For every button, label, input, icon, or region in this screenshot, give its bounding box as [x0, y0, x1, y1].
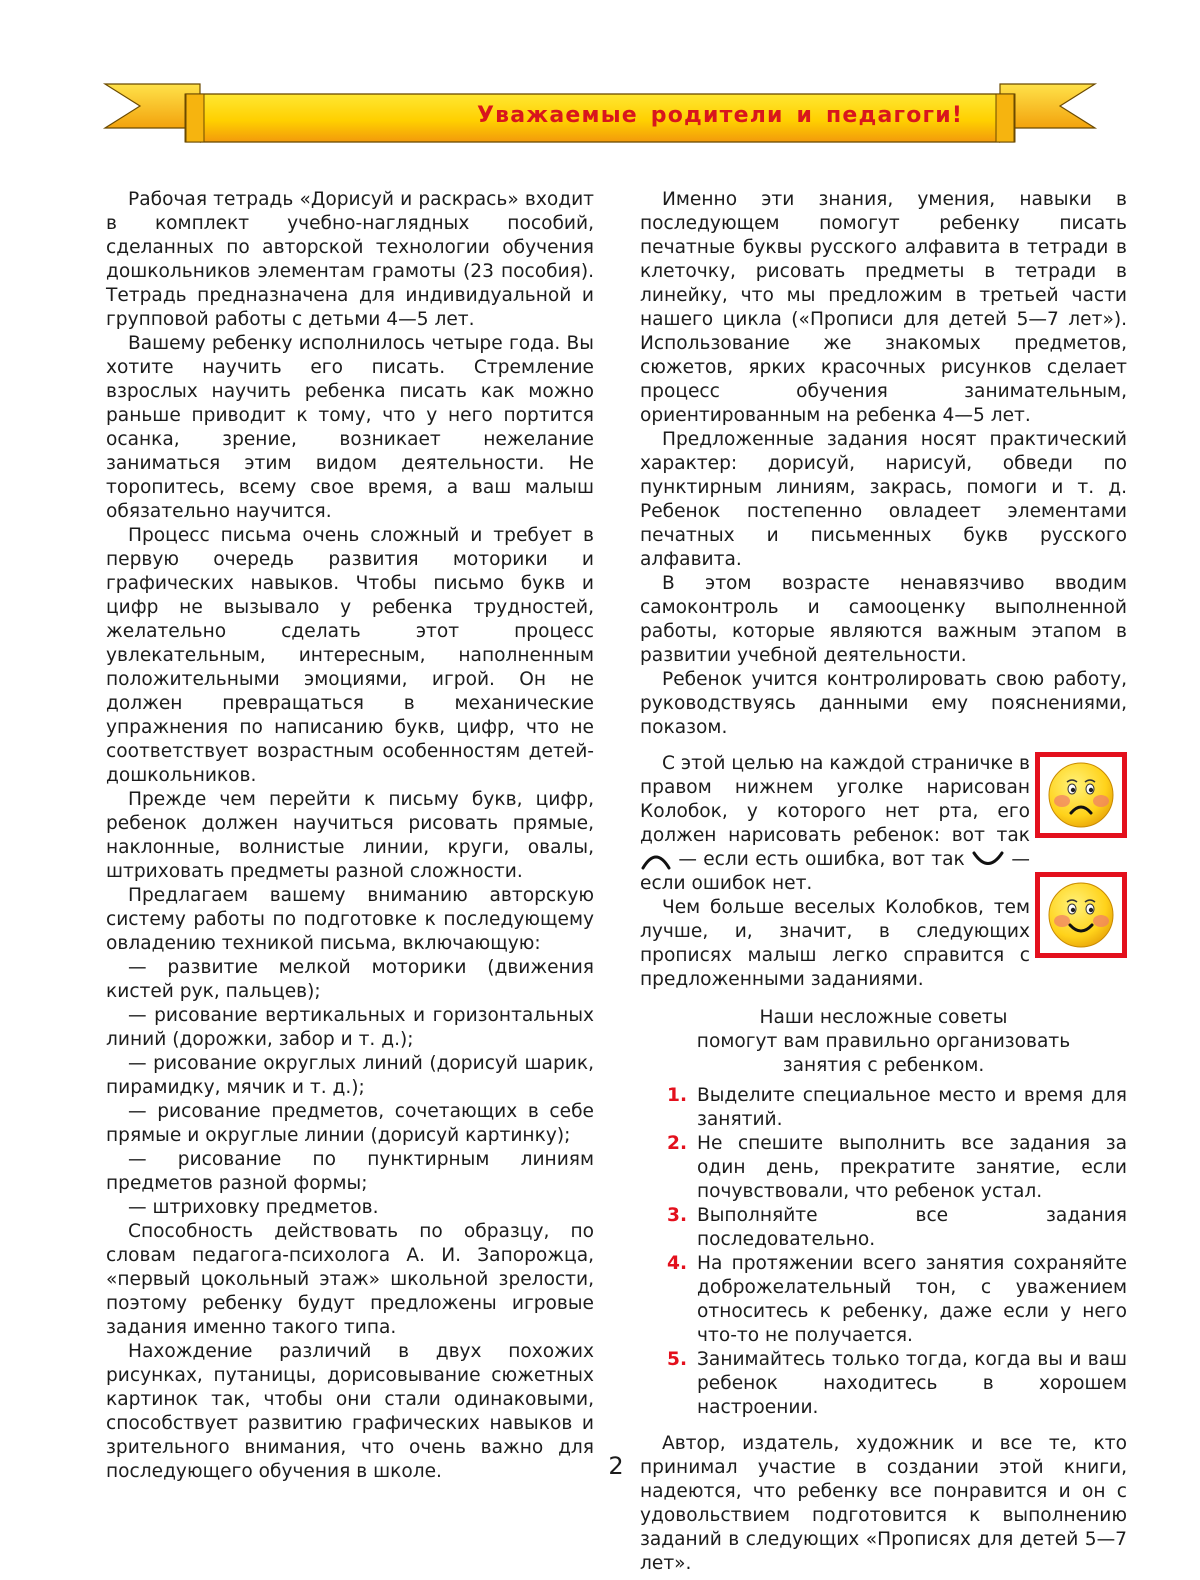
advice-title-line: помогут вам правильно организовать — [696, 1031, 1071, 1052]
paragraph: Процесс письма очень сложный и требует в первую очередь развития моторики и графических навыков. Чтобы письмо букв и цифр не вызывало у ребенка трудностей, желательно сделать этот процесс увлекательным, интересным, наполненным положительными эмоциями, игрой. Он не должен превращаться в механические упражнения по написанию букв, цифр, что не соответствует возрастным особенностям детей-дошкольников. — [106, 525, 594, 786]
paragraph: Вашему ребенку исполнилось четыре года. Вы хотите научить его писать. Стремление взрослых научить ребенка писать как можно раньше приводит к тому, что у него портится осанка, зрение, возникает нежелание заниматься этим видом деятельности. Не торопитесь, всему свое время, а ваш малыш обязательно научится. — [106, 333, 594, 522]
paragraph: Способность действовать по образцу, по словам педагога-психолога А. И. Запорожца, «первый цокольный этаж» школьной зрелости, поэтому ребенку будут предложены игровые задания именно такого типа. — [106, 1221, 594, 1338]
list-item: — штриховку предметов. — [128, 1197, 379, 1218]
advice-text: Выполняйте все задания последовательно. — [697, 1205, 1127, 1250]
frown-arc-icon — [640, 850, 672, 870]
smile-arc-icon — [971, 850, 1005, 870]
happy-kolobok-icon — [1040, 877, 1122, 953]
list-item — [640, 1252, 1127, 1348]
kolobok-text-middle: — если есть ошибка, вот так — [678, 849, 965, 870]
paragraph: Прежде чем перейти к письму букв, цифр, ребенок должен научиться рисовать прямые, наклонные, волнистые линии, круги, овалы, штриховать предметы разной сложности. — [106, 789, 594, 882]
advice-number: 3. — [667, 1205, 688, 1226]
advice-title — [640, 1006, 1127, 1078]
advice-number: 2. — [667, 1133, 688, 1154]
paragraph: Именно эти знания, умения, навыки в последующем помогут ребенку писать печатные буквы русского алфавита в тетради в клеточку, рисовать предметы в тетради в линейку, что мы предложим в третьей части нашего цикла («Прописи для детей 5—7 лет»). Использование же знакомых предметов, сюжетов, ярких красочных рисунков сделает процесс обучения занимательным, ориентированным на ребенка 4—5 лет. — [640, 189, 1127, 426]
advice-list — [640, 1084, 1127, 1420]
sad-kolobok-icon — [1040, 757, 1122, 833]
kolobok-section — [640, 752, 1127, 992]
kolobok-paragraph-2: Чем больше веселых Колобков, тем лучше, и, значит, в следующих прописях малыш легко справится с предложенными заданиями. — [640, 897, 1030, 990]
advice-number: 4. — [667, 1253, 688, 1274]
left-column — [106, 188, 594, 1484]
list-item: — рисование по пунктирным линиям предметов разной формы; — [106, 1149, 594, 1194]
kolobok-paragraph — [640, 752, 1030, 896]
advice-title-line: Наши несложные советы — [759, 1007, 1008, 1028]
advice-text: Не спешите выполнить все задания за один день, прекратите занятие, если почувствовали, что ребенок устал. — [697, 1133, 1127, 1202]
kolobok-text-start: С этой целью на каждой страничке в правом нижнем уголке нарисован Колобок, у которого нет рта, его должен нарисовать ребенок: вот так — [640, 753, 1030, 846]
advice-text: На протяжении всего занятия сохраняйте доброжелательный тон, с уважением относитесь к ребенку, даже если у него что-то не получается. — [697, 1253, 1127, 1346]
advice-text: Выделите специальное место и время для занятий. — [697, 1085, 1127, 1130]
paragraph: Предлагаем вашему вниманию авторскую систему работы по подготовке к последующему овладению техникой письма, включающую: — [106, 885, 594, 954]
advice-number: 1. — [667, 1085, 688, 1106]
right-column — [640, 188, 1127, 1576]
paragraph: Рабочая тетрадь «Дорисуй и раскрась» входит в комплект учебно-наглядных пособий, сделанных по авторской технологии обучения дошкольников элементам грамоты (23 пособия). Тетрадь предназначена для индивидуальной и групповой работы с детьми 4—5 лет. — [106, 189, 594, 330]
paragraph: Ребенок учится контролировать свою работу, руководствуясь данными ему пояснениями, показом. — [640, 669, 1127, 738]
list-item — [640, 1348, 1127, 1420]
advice-title-line: занятия с ребенком. — [782, 1055, 985, 1076]
closing-paragraph: Автор, издатель, художник и все те, кто принимал участие в создании этой книги, надеются, что ребенку все понравится и он с удовольствием подготовится к выполнению заданий в следующих «Прописях для детей 5—7 лет». — [640, 1433, 1127, 1574]
list-item — [640, 1132, 1127, 1204]
list-item: — рисование предметов, сочетающих в себе прямые и округлые линии (дорисуй картинку); — [106, 1101, 594, 1146]
list-item: — рисование вертикальных и горизонтальных линий (дорожки, забор и т. д.); — [106, 1005, 594, 1050]
header-banner — [100, 80, 1100, 150]
advice-number: 5. — [667, 1349, 688, 1370]
list-item — [640, 1204, 1127, 1252]
page-number: 2 — [608, 1452, 624, 1480]
list-item: — рисование округлых линий (дорисуй шарик, пирамидку, мячик и т. д.); — [106, 1053, 594, 1098]
advice-text: Занимайтесь только тогда, когда вы и ваш ребенок находитесь в хорошем настроении. — [697, 1349, 1127, 1418]
paragraph: В этом возрасте ненавязчиво вводим самоконтроль и самооценку выполненной работы, которые являются важным этапом в развитии учебной деятельности. — [640, 573, 1127, 666]
paragraph: Нахождение различий в двух похожих рисунках, путаницы, дорисовывание сюжетных картинок так, чтобы они стали одинаковыми, способствует развитию графических навыков и зрительного внимания, что очень важно для последующего обучения в школе. — [106, 1341, 594, 1482]
list-item: — развитие мелкой моторики (движения кистей рук, пальцев); — [106, 957, 594, 1002]
happy-kolobok-frame — [1035, 872, 1127, 958]
kolobok-text-end: — если ошибок нет. — [640, 849, 1030, 894]
sad-kolobok-frame — [1035, 752, 1127, 838]
list-item — [640, 1084, 1127, 1132]
banner-title: Уважаемые родители и педагоги! — [476, 103, 964, 128]
paragraph: Предложенные задания носят практический характер: дорисуй, нарисуй, обведи по пунктирным линиям, закрась, помоги и т. д. Ребенок постепенно овладеет элементами печатных и письменных букв русского алфавита. — [640, 429, 1127, 570]
